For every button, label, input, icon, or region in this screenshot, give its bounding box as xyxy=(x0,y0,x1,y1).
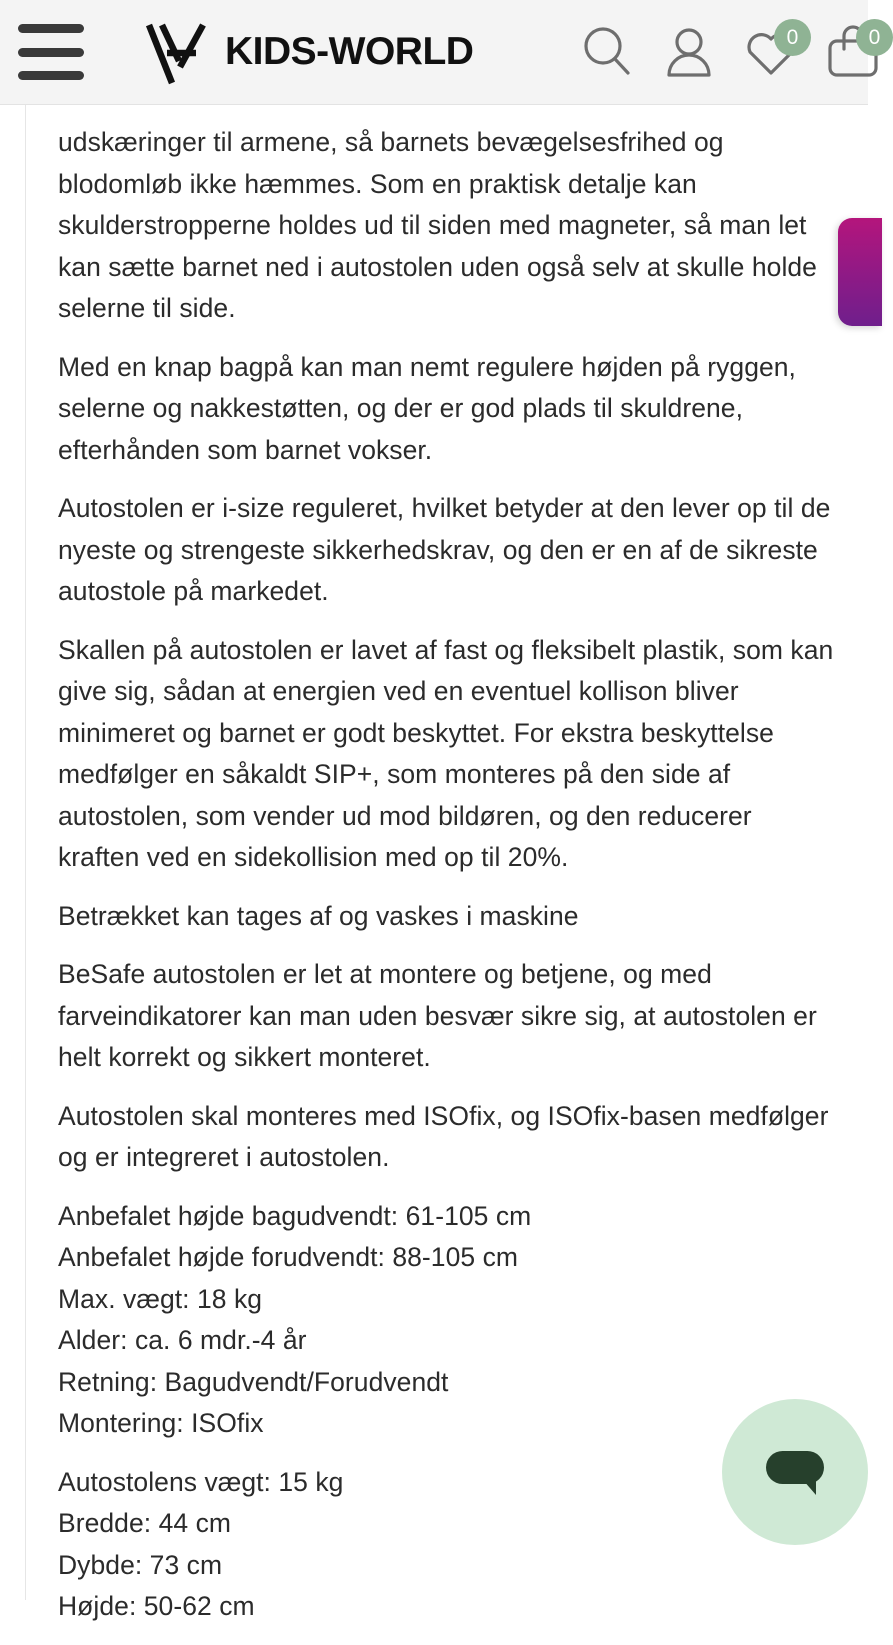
hamburger-bar-1 xyxy=(18,24,84,33)
spec-line: Anbefalet højde forudvendt: 88-105 cm xyxy=(58,1242,518,1272)
content-left-divider xyxy=(25,105,26,1600)
brand-name: KIDS-WORLD xyxy=(225,30,474,73)
brand-logo[interactable] xyxy=(139,15,473,89)
spec-line: Max. vægt: 18 kg xyxy=(58,1283,263,1314)
chat-bubble-icon xyxy=(758,1435,832,1509)
wishlist-icon[interactable] xyxy=(740,21,802,83)
spec-line: Retning: Bagudvendt/Forudvendt xyxy=(58,1366,449,1397)
description-paragraph: udskæringer til armene, så barnets bevægelsesfrihed og blodomløb ikke hæmmes. Som en praktisk detalje kan skulderstropperne holdes ud til siden med magneter, så man let kan sætte barnet ned i autostolen uden også selv at skulle holde selerne til side. xyxy=(58,127,817,323)
hamburger-bar-3 xyxy=(18,71,84,80)
product-description-text xyxy=(58,105,836,1645)
site-header xyxy=(0,0,881,105)
description-paragraph: Autostolen skal monteres med ISOfix, og ISOfix-basen medfølger og er integreret i autostolen. xyxy=(58,1100,829,1172)
search-icon[interactable] xyxy=(576,21,638,83)
account-icon[interactable] xyxy=(658,21,720,83)
specification-group-usage xyxy=(58,1196,836,1445)
description-paragraph: Betrækket kan tages af og vaskes i maskine xyxy=(58,900,579,931)
wishlist-count-badge: 0 xyxy=(774,19,811,56)
spec-line: Højde: 50-62 cm xyxy=(58,1591,255,1621)
chat-widget-button[interactable] xyxy=(722,1399,868,1545)
spec-line: Alder: ca. 6 mdr.-4 år xyxy=(58,1325,307,1355)
hamburger-bar-2 xyxy=(18,48,84,57)
description-paragraph: BeSafe autostolen er let at montere og betjene, og med farveindikatorer kan man uden besvær sikre sig, at autostolen er helt korrekt og sikkert monteret. xyxy=(58,959,817,1072)
description-paragraph: Med en knap bagpå kan man nemt regulere højden på ryggen, selerne og nakkestøtten, og der er god plads til skuldrene, efterhånden som barnet vokser. xyxy=(58,351,796,465)
cart-icon[interactable] xyxy=(822,21,884,83)
spec-line: Bredde: 44 cm xyxy=(58,1508,231,1538)
hamburger-menu-icon[interactable] xyxy=(18,24,84,80)
promo-side-tab[interactable] xyxy=(838,218,882,326)
spec-line: Anbefalet højde bagudvendt: 61-105 cm xyxy=(58,1200,532,1231)
spec-line: Autostolens vægt: 15 kg xyxy=(58,1466,344,1497)
description-paragraph: Autostolen er i-size reguleret, hvilket betyder at den lever op til de nyeste og strengeste sikkerhedskrav, og den er en af de sikreste autostole på markedet. xyxy=(58,493,831,606)
product-description-panel xyxy=(0,105,868,1621)
spec-line: Montering: ISOfix xyxy=(58,1408,264,1438)
description-paragraph: Skallen på autostolen er lavet af fast og fleksibelt plastik, som kan give sig, sådan at energien ved en eventuel kollison bliver minimeret og barnet er godt beskyttet. For ekstra beskyttelse medfølger en såkaldt SIP+, som monteres på den side af autostolen, som vender ud mod bildøren, og den reducerer kraften ved en sidekollision med op til 20%. xyxy=(58,634,834,872)
header-actions xyxy=(556,21,881,83)
specification-group-dimensions xyxy=(58,1462,836,1628)
kids-world-logo-icon xyxy=(139,15,213,89)
cart-count-badge: 0 xyxy=(856,19,893,56)
spec-line: Dybde: 73 cm xyxy=(58,1549,223,1580)
